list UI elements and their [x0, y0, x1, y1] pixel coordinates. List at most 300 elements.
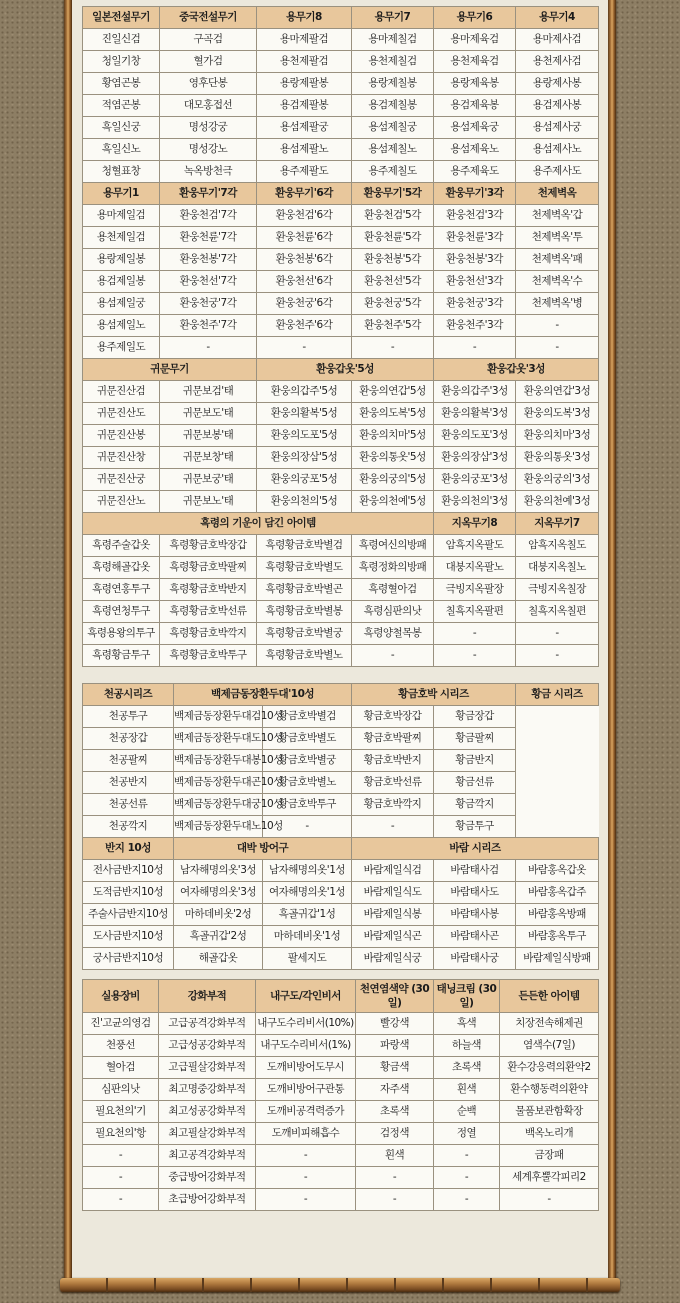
table-cell: 귀문보창'태 [160, 447, 257, 469]
table-cell: - [434, 623, 516, 645]
table-cell: - [434, 645, 516, 667]
table-cell: 흑골귀갑'1성 [263, 904, 352, 926]
table-cell: 녹옥방천극 [160, 161, 257, 183]
table-cell: 혈가검 [160, 51, 257, 73]
table-cell: 귀문보노'태 [160, 491, 257, 513]
table-cell: 최고필살강화부적 [159, 1123, 256, 1145]
table-cell: 흑령심판의낫 [352, 601, 434, 623]
table-cell: 환웅의궁포'3성 [434, 469, 516, 491]
table-cell: - [160, 337, 257, 359]
table-cell: 흑골귀갑'2성 [174, 926, 263, 948]
header-cell: 든든한 아이템 [500, 980, 599, 1013]
table-cell: 물품보관함확장 [500, 1101, 599, 1123]
header-cell: 용무기7 [352, 7, 434, 29]
table-cell: 환웅천주'3각 [434, 315, 516, 337]
table-cell: 황금장갑 [434, 706, 516, 728]
table-header-row [83, 513, 599, 535]
table-cell: 흑령황금호박별곤 [257, 579, 352, 601]
header-cell: 일본전설무기 [83, 7, 160, 29]
table-row [83, 227, 599, 249]
table-cell: 바람태사궁 [434, 948, 516, 970]
table-cell: 용마제팔검 [257, 29, 352, 51]
table-row [83, 728, 599, 750]
table-cell: 흑색 [434, 1013, 500, 1035]
table-cell: 흑령황금호박별봉 [257, 601, 352, 623]
header-cell: 지옥무기7 [516, 513, 599, 535]
table-cell: - [352, 337, 434, 359]
table-row [83, 425, 599, 447]
table-cell: 환웅천륜'6각 [257, 227, 352, 249]
table-cell: 환웅의도포'5성 [257, 425, 352, 447]
table-cell: 귀문진산검 [83, 381, 160, 403]
table-cell: 중급방어강화부적 [159, 1167, 256, 1189]
table-cell: 환웅천궁'6각 [257, 293, 352, 315]
table-cell: 용섬제칠노 [352, 139, 434, 161]
table-cell: 환웅천검'3각 [434, 205, 516, 227]
table-cell: 천공깍지 [83, 816, 174, 838]
table-cell: 용랑제사봉 [516, 73, 599, 95]
header-cell: 용무기4 [516, 7, 599, 29]
header-cell: 내구도/각인비서 [256, 980, 356, 1013]
table-cell: 용천제팔검 [257, 51, 352, 73]
table-cell: 주술사금반지10성 [83, 904, 174, 926]
table-cell: 환웅천봉'5각 [352, 249, 434, 271]
table-cell: 환웅의장삼'3성 [434, 447, 516, 469]
table-cell: 용검제팔봉 [257, 95, 352, 117]
table-row [83, 1057, 599, 1079]
table-row [83, 1145, 599, 1167]
table-cell: 환웅의천의'3성 [434, 491, 516, 513]
table-row [83, 315, 599, 337]
table-row [83, 403, 599, 425]
table-cell: 여자해명의옷'1성 [263, 882, 352, 904]
table-cell: 환웅의치마'5성 [352, 425, 434, 447]
table-cell: 환웅천륜'5각 [352, 227, 434, 249]
table-cell: 황금호박별노 [263, 772, 352, 794]
table-row [83, 926, 599, 948]
table-cell: 귀문보봉'태 [160, 425, 257, 447]
table-cell: 청일기창 [83, 51, 160, 73]
table-cell: 용천제일검 [83, 227, 160, 249]
table-cell: 환웅천궁'5각 [352, 293, 434, 315]
table-cell: 귀문보궁'태 [160, 469, 257, 491]
table-cell: 환웅천검'7각 [160, 205, 257, 227]
table-cell: - [256, 1167, 356, 1189]
table-cell: 용랑제칠봉 [352, 73, 434, 95]
table-cell: 흑령연홍투구 [83, 579, 160, 601]
table-cell: 용섬제팔노 [257, 139, 352, 161]
table-row [83, 381, 599, 403]
table-cell: 치장전속해제권 [500, 1013, 599, 1035]
table-cell: 내구도수리비서(1%) [256, 1035, 356, 1057]
table-cell: 바람제일식궁 [352, 948, 434, 970]
table-cell: 도깨비피해흡수 [256, 1123, 356, 1145]
table-row [83, 772, 599, 794]
table-cell: 용검제육봉 [434, 95, 516, 117]
table-cell: 용천제칠검 [352, 51, 434, 73]
table-cell: - [83, 1189, 159, 1211]
table-cell: 흑령황금호박팔찌 [160, 557, 257, 579]
table-cell: 천풍선 [83, 1035, 159, 1057]
table-cell: 흑령황금호박별노 [257, 645, 352, 667]
table-cell: 최고공격강화부적 [159, 1145, 256, 1167]
table-cell: 환웅천선'3각 [434, 271, 516, 293]
table-cell: 바람태사도 [434, 882, 516, 904]
header-cell: 바람 시리즈 [352, 838, 599, 860]
table-cell: 파랑색 [356, 1035, 434, 1057]
header-cell: 용무기8 [257, 7, 352, 29]
table-cell: 염색수(7일) [500, 1035, 599, 1057]
table-cell: 청혈표창 [83, 161, 160, 183]
table-cell: 흑령해골갑옷 [83, 557, 160, 579]
table-cell: 고급공격강화부적 [159, 1013, 256, 1035]
header-cell: 환웅무기'5각 [352, 183, 434, 205]
table-cell: 환웅의장삼'5성 [257, 447, 352, 469]
table-cell: 황금호박투구 [263, 794, 352, 816]
table-cell: 용천제사검 [516, 51, 599, 73]
table-cell: 황금호박반지 [352, 750, 434, 772]
table-cell: 천공투구 [83, 706, 174, 728]
table-cell: 용섬제육노 [434, 139, 516, 161]
table-row [83, 161, 599, 183]
table-cell: 용천제육검 [434, 51, 516, 73]
table-cell: 흑령황금호박깍지 [160, 623, 257, 645]
table-cell: 천공반지 [83, 772, 174, 794]
table-cell: 환웅의도복'5성 [352, 403, 434, 425]
table-cell: 환웅의천예'3성 [516, 491, 599, 513]
table-row [83, 29, 599, 51]
table-cell: 황금호박장갑 [352, 706, 434, 728]
header-cell: 환웅무기'7각 [160, 183, 257, 205]
table-cell: 극빙지옥팔장 [434, 579, 516, 601]
table-cell: 귀문진산창 [83, 447, 160, 469]
table-row [83, 1189, 599, 1211]
table-cell: 백제금동장환두대노10성 [174, 816, 263, 838]
table-cell: 환웅의활복'3성 [434, 403, 516, 425]
table-cell: 빨강색 [356, 1013, 434, 1035]
table-cell: 도적금반지10성 [83, 882, 174, 904]
table-cell: 귀문진산봉 [83, 425, 160, 447]
table-cell: 용섬제사궁 [516, 117, 599, 139]
table-cell: 천제벽옥'패 [516, 249, 599, 271]
table-cell: 바람제일식봉 [352, 904, 434, 926]
table-cell: 자주색 [356, 1079, 434, 1101]
table-cell: 흑령황금호박장갑 [160, 535, 257, 557]
table-cell: 용마제일검 [83, 205, 160, 227]
table-cell: 세계후뿔각피리2 [500, 1167, 599, 1189]
table-cell: 환웅의연갑'5성 [352, 381, 434, 403]
table-cell: 환웅천륜'7각 [160, 227, 257, 249]
table-cell: 구곡검 [160, 29, 257, 51]
table-row [83, 816, 599, 838]
table-cell: 흑령여신의방패 [352, 535, 434, 557]
table-cell: 용주제칠도 [352, 161, 434, 183]
table-row [83, 1123, 599, 1145]
table-row [83, 95, 599, 117]
table-cell: 환웅천궁'7각 [160, 293, 257, 315]
table-row [83, 623, 599, 645]
table-cell: - [356, 1167, 434, 1189]
table-cell: 용마제칠검 [352, 29, 434, 51]
table-cell: 흑령혈아검 [352, 579, 434, 601]
table-cell: 백제금동장환두대도10성 [174, 728, 263, 750]
table-cell: 황금호박팔찌 [352, 728, 434, 750]
weapon-table [82, 6, 599, 667]
table-cell: 천제벽옥'갑 [516, 205, 599, 227]
table-cell: 혈아검 [83, 1057, 159, 1079]
table-cell: 천제벽옥'병 [516, 293, 599, 315]
table-cell: - [83, 1167, 159, 1189]
table-cell: 남자해명의옷'1성 [263, 860, 352, 882]
table-cell: 용마제사검 [516, 29, 599, 51]
table-cell: 흑령황금호박별검 [257, 535, 352, 557]
table-cell: 흑령황금투구 [83, 645, 160, 667]
table-cell: 용주제육도 [434, 161, 516, 183]
utility-table [82, 979, 599, 1211]
table-cell: 환웅천주'7각 [160, 315, 257, 337]
table-cell: 용섬제일궁 [83, 293, 160, 315]
table-header-row [83, 359, 599, 381]
table-cell: - [516, 337, 599, 359]
table-cell: 용랑제육봉 [434, 73, 516, 95]
header-cell: 용무기6 [434, 7, 516, 29]
table-cell: 칠흑지옥칠편 [516, 601, 599, 623]
table-cell: 환웅의도복'3성 [516, 403, 599, 425]
table-cell: 순백 [434, 1101, 500, 1123]
table-cell: 정열 [434, 1123, 500, 1145]
table-cell: 천제벽옥'수 [516, 271, 599, 293]
header-cell: 흑령의 기운이 담긴 아이템 [83, 513, 434, 535]
table-cell: 환웅천륜'3각 [434, 227, 516, 249]
table-cell: 황금호박선류 [352, 772, 434, 794]
table-cell: 최고성공강화부적 [159, 1101, 256, 1123]
table-cell: 용섬제육궁 [434, 117, 516, 139]
table-cell: 용주제사도 [516, 161, 599, 183]
table-cell: 흑령황금호박선류 [160, 601, 257, 623]
right-scroll-rod [608, 0, 616, 1290]
table-cell: 용섬제칠궁 [352, 117, 434, 139]
header-cell: 대박 방어구 [174, 838, 352, 860]
table-row [83, 249, 599, 271]
table-row [83, 882, 599, 904]
header-cell: 반지 10성 [83, 838, 174, 860]
left-scroll-rod [64, 0, 72, 1290]
table-cell: 환웅의궁포'5성 [257, 469, 352, 491]
table-cell: 용섬제팔궁 [257, 117, 352, 139]
table-cell: 용섬제일노 [83, 315, 160, 337]
table-cell: 극빙지옥칠장 [516, 579, 599, 601]
table-cell: 귀문진산궁 [83, 469, 160, 491]
header-cell: 천제벽옥 [516, 183, 599, 205]
header-cell: 환웅무기'3각 [434, 183, 516, 205]
table-cell: - [434, 1145, 500, 1167]
table-row [83, 706, 599, 728]
table-cell: 초급방어강화부적 [159, 1189, 256, 1211]
table-cell: 암흑지옥칠도 [516, 535, 599, 557]
series-table [82, 683, 599, 970]
table-cell: 대붕지옥칠노 [516, 557, 599, 579]
table-cell: 팔세지도 [263, 948, 352, 970]
table-cell: 암흑지옥팔도 [434, 535, 516, 557]
table-cell: 마하데비옷'2성 [174, 904, 263, 926]
table-cell: 적염곤봉 [83, 95, 160, 117]
table-row [83, 1079, 599, 1101]
table-cell: 황염곤봉 [83, 73, 160, 95]
table-cell: 환웅의궁의'5성 [352, 469, 434, 491]
table-cell: 환웅의연갑'3성 [516, 381, 599, 403]
table-cell: 백옥노리개 [500, 1123, 599, 1145]
table-cell: 환웅의활복'5성 [257, 403, 352, 425]
header-cell: 실용장비 [83, 980, 159, 1013]
table-cell: 환수행동력의환약 [500, 1079, 599, 1101]
header-cell: 백제금동장환두대'10성 [174, 684, 352, 706]
table-cell: - [434, 337, 516, 359]
table-cell: 흑령주술갑옷 [83, 535, 160, 557]
header-cell: 환웅무기'6각 [257, 183, 352, 205]
table-cell: 필요천의'항 [83, 1123, 159, 1145]
table-cell: 환웅천봉'7각 [160, 249, 257, 271]
table-cell: 환웅의궁의'3성 [516, 469, 599, 491]
table-cell: 환웅천궁'3각 [434, 293, 516, 315]
header-cell: 강화부적 [159, 980, 256, 1013]
table-cell: 바람태사봉 [434, 904, 516, 926]
table-cell: 용검제사봉 [516, 95, 599, 117]
table-cell: 진일신검 [83, 29, 160, 51]
header-cell: 태닝크림 (30일) [434, 980, 500, 1013]
table-row [83, 860, 599, 882]
table-cell: 용주제팔도 [257, 161, 352, 183]
table-cell: 흰색 [356, 1145, 434, 1167]
table-cell: 천공장갑 [83, 728, 174, 750]
table-cell: - [257, 337, 352, 359]
table-cell: 환웅천선'7각 [160, 271, 257, 293]
table-header-row [83, 980, 599, 1013]
table-row [83, 491, 599, 513]
table-cell: 흑일신궁 [83, 117, 160, 139]
table-cell: 황금호박깍지 [352, 794, 434, 816]
header-cell: 귀문무기 [83, 359, 257, 381]
table-cell: 바람홍옥갑옷 [516, 860, 599, 882]
table-cell: 고급필살강화부적 [159, 1057, 256, 1079]
table-cell: 환웅천검'6각 [257, 205, 352, 227]
table-cell: 도사금반지10성 [83, 926, 174, 948]
table-cell: 황금반지 [434, 750, 516, 772]
table-cell: - [434, 1189, 500, 1211]
table-row [83, 205, 599, 227]
table-cell: 대붕지옥팔노 [434, 557, 516, 579]
table-cell: 백제금동장환두대곤10성 [174, 772, 263, 794]
table-cell: 환웅의도포'3성 [434, 425, 516, 447]
table-cell: 황금호박별검 [263, 706, 352, 728]
table-cell: - [516, 315, 599, 337]
table-row [83, 1101, 599, 1123]
table-cell: 바람태사곤 [434, 926, 516, 948]
table-row [83, 447, 599, 469]
table-cell: 바람태사검 [434, 860, 516, 882]
table-cell: 환웅천선'6각 [257, 271, 352, 293]
table-cell: 흑일신노 [83, 139, 160, 161]
table-cell: - [434, 1167, 500, 1189]
table-row [83, 1035, 599, 1057]
table-cell: 흑령황금호박투구 [160, 645, 257, 667]
table-cell: 천공팔찌 [83, 750, 174, 772]
table-cell: 바람제일식곤 [352, 926, 434, 948]
table-cell: 귀문진산도 [83, 403, 160, 425]
bottom-scroll-rod [60, 1278, 620, 1292]
table-cell: 황금팔찌 [434, 728, 516, 750]
table-row [83, 904, 599, 926]
table-cell: 환웅천봉'3각 [434, 249, 516, 271]
table-cell: 해골갑옷 [174, 948, 263, 970]
table-row [83, 117, 599, 139]
table-cell: 귀문보도'태 [160, 403, 257, 425]
table-cell: 흑령정화의방패 [352, 557, 434, 579]
table-cell: 환웅천주'6각 [257, 315, 352, 337]
table-cell: 황금깍지 [434, 794, 516, 816]
table-cell: 황금색 [356, 1057, 434, 1079]
table-cell: 필요천의'기 [83, 1101, 159, 1123]
table-row [83, 293, 599, 315]
table-row [83, 1013, 599, 1035]
table-cell: 명성강노 [160, 139, 257, 161]
table-cell: 흑령황금호박별도 [257, 557, 352, 579]
table-cell: 진'고균의영검 [83, 1013, 159, 1035]
table-cell: 용마제육검 [434, 29, 516, 51]
table-cell: 마하데비옷'1성 [263, 926, 352, 948]
table-cell: 고급성공강화부적 [159, 1035, 256, 1057]
table-cell: 바람제일식방패 [516, 948, 599, 970]
table-cell: 귀문보검'태 [160, 381, 257, 403]
table-cell: 검정색 [356, 1123, 434, 1145]
header-cell: 천연염색약 (30일) [356, 980, 434, 1013]
table-cell: 환웅의통옷'3성 [516, 447, 599, 469]
table-cell: 환웅천봉'6각 [257, 249, 352, 271]
table-cell: 바람홍옥갑주 [516, 882, 599, 904]
table-cell: 황금선류 [434, 772, 516, 794]
table-row [83, 51, 599, 73]
table-cell: - [500, 1189, 599, 1211]
table-header-row [83, 7, 599, 29]
table-cell: 환웅의천의'5성 [257, 491, 352, 513]
table-cell: 용랑제일봉 [83, 249, 160, 271]
table-cell: 환웅천주'5각 [352, 315, 434, 337]
header-cell: 중국전설무기 [160, 7, 257, 29]
table-cell: 환웅의갑주'3성 [434, 381, 516, 403]
table-cell: 바람제일식검 [352, 860, 434, 882]
header-cell: 지옥무기8 [434, 513, 516, 535]
table-cell: - [516, 645, 599, 667]
table-row [83, 750, 599, 772]
table-row [83, 579, 599, 601]
table-cell: 전사금반지10성 [83, 860, 174, 882]
table-cell: 흑령연청투구 [83, 601, 160, 623]
table-cell: - [352, 816, 434, 838]
table-cell: - [356, 1189, 434, 1211]
table-cell: 흑령용왕의투구 [83, 623, 160, 645]
table-cell: 칠흑지옥팔편 [434, 601, 516, 623]
table-row [83, 794, 599, 816]
table-cell: 환웅천선'5각 [352, 271, 434, 293]
table-row [83, 73, 599, 95]
table-cell: 용검제일봉 [83, 271, 160, 293]
table-cell: 궁사금반지10성 [83, 948, 174, 970]
table-cell: 황금호박별궁 [263, 750, 352, 772]
table-cell: 하늘색 [434, 1035, 500, 1057]
table-cell: 흰색 [434, 1079, 500, 1101]
table-cell: 백제금동장환두대궁10성 [174, 794, 263, 816]
table-row [83, 601, 599, 623]
header-cell: 환웅갑옷'3성 [434, 359, 599, 381]
